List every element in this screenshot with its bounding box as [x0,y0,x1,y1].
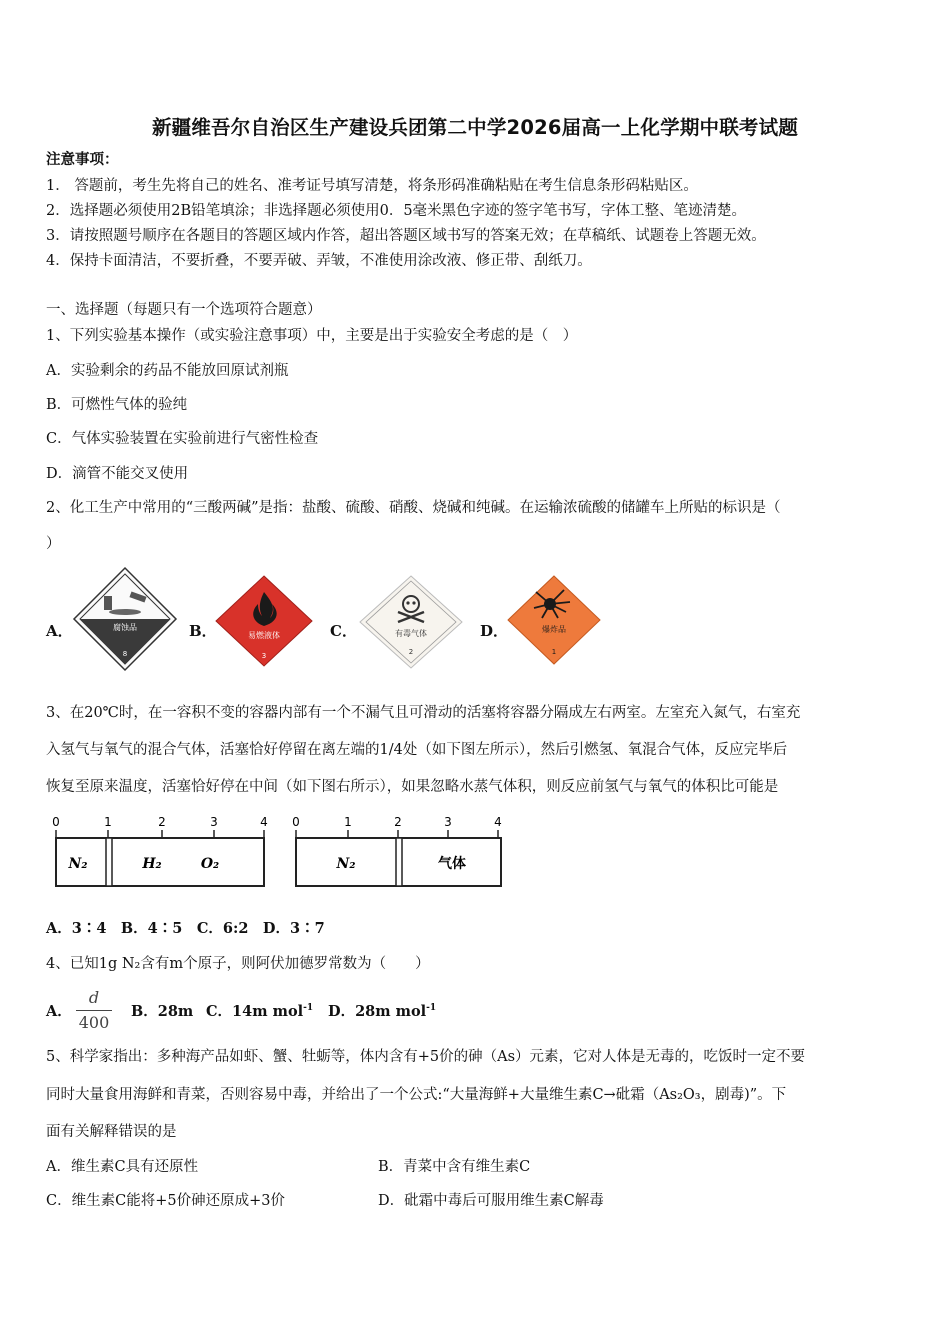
note-item: 1． 答题前，考生先将自己的姓名、准考证号填写清楚，将条形码准确粘贴在考生信息条形码粘贴区。 [46,178,698,194]
option-d-exponent: -1 [426,1003,437,1014]
scale-tick-label: 3 [444,815,452,829]
option-d-text: D．28m mol [328,1003,427,1020]
sign-d-label: 爆炸品 [542,625,566,634]
scale-tick-label: 4 [494,815,502,829]
question-4-option-a-letter: A． [46,1003,72,1020]
notes-heading: 注意事项： [46,151,119,168]
sign-c-number: 2 [408,648,414,656]
gas-label: 气体 [438,856,466,872]
question-5-stem-line1: 5、科学家指出：多种海产品如虾、蟹、牡蛎等，体内含有+5价的砷（As）元素，它对人体是无毒的，吃饭时一定不要 [46,1049,806,1065]
question-4-option-a-fraction [76,988,112,1032]
scale-tick-label: 1 [344,815,352,829]
option-b-letter: B． [189,622,217,640]
note-item: 4．保持卡面清洁，不要折叠，不要弄破、弄皱，不准使用涂改液、修正带、刮纸刀。 [46,253,592,269]
toxic-gas-sign-icon [358,574,464,670]
gas-label: O₂ [200,856,220,872]
scale-tick-label: 3 [210,815,218,829]
question-5-option-d: D．砒霜中毒后可服用维生素C解毒 [378,1193,604,1209]
question-3-stem-line1: 3、在20℃时，在一容积不变的容器内部有一个不漏气且可滑动的活塞将容器分隔成左右两室。左室充入氮气，右室充 [46,705,801,721]
question-3-stem-line3: 恢复至原来温度，活塞恰好停在中间（如下图右所示），如果忽略水蒸气体积，则反应前氢气与氧气的体积比可能是 [46,779,779,795]
scale-tick-label: 1 [104,815,112,829]
flammable-liquid-sign-icon [214,574,314,668]
scale-tick-label: 4 [260,815,268,829]
note-item: 2．选择题必须使用2B铅笔填涂；非选择题必须使用0．5毫米黑色字迹的签字笔书写，字体工整、笔迹清楚。 [46,203,747,219]
corrosive-sign-icon [72,566,178,672]
option-c-letter: C． [330,622,357,640]
sign-c-label: 有毒气体 [395,629,427,638]
option-a-letter: A． [46,622,73,640]
sign-b-label: 易燃液体 [248,631,280,640]
question-4-option-b: B．28m [131,1003,194,1020]
section-heading: 一、选择题（每题只有一个选项符合题意） [46,302,322,318]
gas-label: N₂ [336,856,356,872]
question-1-option-c: C．气体实验装置在实验前进行气密性检查 [46,431,319,447]
container-diagram-right [286,812,516,892]
question-3-stem-line2: 入氢气与氧气的混合气体，活塞恰好停留在离左端的1/4处（如下图左所示），然后引燃氢、氧混合气体，反应完毕后 [46,742,788,758]
scale-tick-label: 0 [52,815,60,829]
note-item: 3．请按照题号顺序在各题目的答题区域内作答，超出答题区域书写的答案无效；在草稿纸、试题卷上答题无效。 [46,228,766,244]
sign-d-number: 1 [551,648,557,656]
fraction-numerator: d [88,988,100,1007]
question-1-option-a: A．实验剩余的药品不能放回原试剂瓶 [46,363,289,379]
option-d-letter: D． [480,622,509,640]
question-1-option-d: D．滴管不能交叉使用 [46,466,189,482]
explosive-sign-icon [506,574,602,666]
question-2-stem-end: ） [46,536,61,552]
question-4-option-d [328,1000,436,1021]
option-c-text: C．14m mol [206,1003,304,1020]
question-5-option-a: A．维生素C具有还原性 [46,1159,199,1175]
page-title: 新疆维吾尔自治区生产建设兵团第二中学2026届高一上化学期中联考试题 [151,116,799,139]
gas-label: N₂ [68,856,88,872]
sign-a-number: 8 [122,650,128,658]
question-2-stem: 2、化工生产中常用的“三酸两碱”是指：盐酸、硫酸、硝酸、烧碱和纯碱。在运输浓硫酸的储罐车上所贴的标识是（ [46,500,781,516]
sign-a-label: 腐蚀品 [113,623,137,632]
gas-label: H₂ [142,856,162,872]
question-1-option-b: B．可燃性气体的验纯 [46,397,188,413]
question-4-stem: 4、已知1g N₂含有m个原子，则阿伏加德罗常数为（ ） [46,956,430,972]
scale-tick-label: 2 [158,815,166,829]
question-3-options: A．3∶4 B．4∶5 C．6:2 D．3∶7 [46,920,325,937]
question-5-option-c: C．维生素C能将+5价砷还原成+3价 [46,1193,285,1209]
scale-tick-label: 2 [394,815,402,829]
question-5-stem-line2: 同时大量食用海鲜和青菜，否则容易中毒，并给出了一个公式:“大量海鲜+大量维生素C→砒霜（As₂O₃，剧毒)”。下 [46,1087,787,1103]
question-5-option-b: B．青菜中含有维生素C [378,1159,531,1175]
question-5-stem-line3: 面有关解释错误的是 [46,1124,177,1140]
question-1-stem: 1、下列实验基本操作（或实验注意事项）中，主要是出于实验安全考虑的是（ ） [46,328,578,344]
fraction-denominator: 400 [78,1013,110,1032]
sign-b-number: 3 [261,652,267,660]
question-4-option-c [206,1000,313,1021]
container-diagram-left [46,812,276,892]
option-c-exponent: -1 [303,1003,314,1014]
scale-tick-label: 0 [292,815,300,829]
